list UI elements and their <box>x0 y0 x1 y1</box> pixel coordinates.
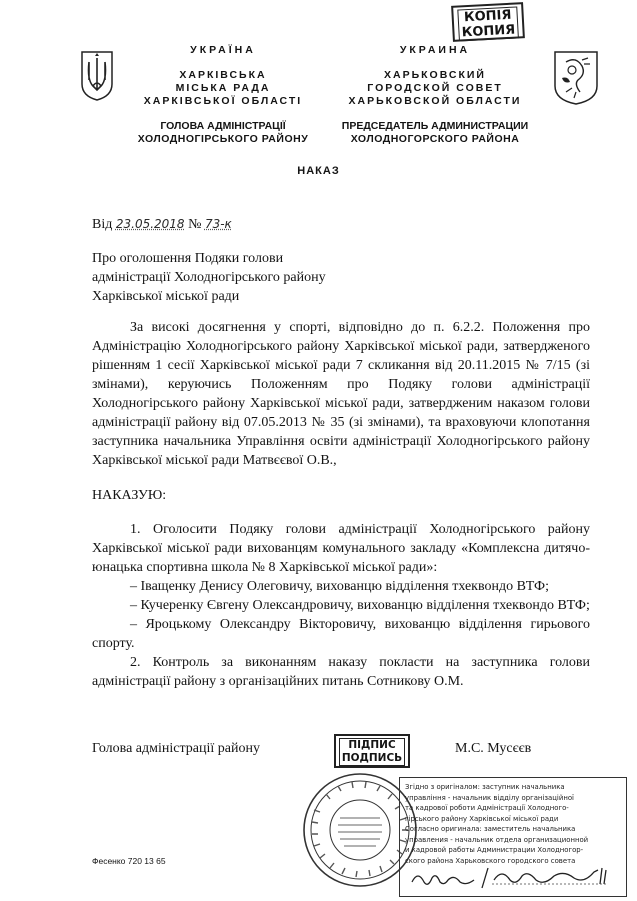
preamble-paragraph: За високі досягнення у спорті, відповідно до п. 6.2.2. Положення про Адміністрацію Холодногірського району Харківської міської ради, затвердженого рішенням 1 сесії Харківської міської ради 7 скликання від 20.11.2015 № 7/15 (зі змінами), керуючись Положенням про Подяку голови адміністрації Холодногірського району Харківської міської ради, затвердженим наказом голови адміністрації району від 07.05.2013 № 35 (зі змінами), та враховуючи клопотання заступника начальника Управління освіти адміністрації Холодногірського району Харківської міської ради Матвєєвої О.В., <box>92 320 590 468</box>
kharkiv-coat-of-arms-icon <box>552 48 600 106</box>
subject-line-2: адміністрації Холодногірського району <box>92 270 326 285</box>
header-left-org-line-1: ХАРКІВСЬКА <box>179 69 267 81</box>
document-title: НАКАЗ <box>297 165 340 177</box>
subject-line-1: Про оголошення Подяки голови <box>92 251 284 266</box>
signatory-position: Голова адміністрації району <box>92 741 260 756</box>
awardee-item-2: – Кучеренку Євгену Олександровичу, вихованцю відділення тхеквондо ВТФ; <box>130 598 590 613</box>
header-right-country: УКРАИНА <box>399 44 471 56</box>
header-right-russian <box>330 44 540 146</box>
header-right-org-line-3: ХАРЬКОВСКОЙ ОБЛАСТИ <box>348 95 522 107</box>
cert-line-8: ского района Харьковского городского совета <box>405 856 576 865</box>
header-right-admin-line-1: ПРЕДСЕДАТЕЛЬ АДМИНИСТРАЦИИ <box>341 120 529 132</box>
date-number-line <box>92 217 232 233</box>
cert-line-5: Согласно оригинала: заместитель начальника <box>405 825 576 833</box>
handwritten-signatures-icon <box>408 864 618 890</box>
copy-stamp-line-1: КОПІЯ <box>463 7 512 26</box>
cert-line-2: управління - начальник відділу організаційної <box>405 793 574 802</box>
header-right-org-line-2: ГОРОДСКОЙ СОВЕТ <box>367 82 503 94</box>
header-left-org-line-2: МІСЬКА РАДА <box>175 82 271 94</box>
header-left-org-line-3: ХАРКІВСЬКОЇ ОБЛАСТІ <box>143 95 303 107</box>
order-item-1: 1. Оголосити Подяку голови адміністрації Холодногірського району Харківської міської ради вихованцям комунального закладу «Комплексна дитячо-юнацька спортивна школа № 8 Харківської міської ради»: <box>92 522 590 575</box>
order-items <box>92 520 590 691</box>
cert-line-3: та кадрової роботи Адміністрації Холодного- <box>405 804 569 812</box>
subject-line-3: Харківської міської ради <box>92 289 240 304</box>
signature-stamp-line-1: ПІДПИС <box>348 739 396 751</box>
header-left-admin-line-2: ХОЛОДНОГІРСЬКОГО РАЙОНУ <box>137 133 309 145</box>
executor-footer: Фесенко 720 13 65 <box>92 856 166 866</box>
cert-line-4: гірського району Харківської міської ради <box>405 814 559 823</box>
signatory-name: М.С. Мусєєв <box>455 741 532 756</box>
signature-stamp <box>334 734 410 768</box>
certified-copy-box <box>399 777 627 897</box>
copy-stamp <box>451 2 525 42</box>
cert-line-7: и кадровой работы Администрации Холодногор- <box>405 846 584 854</box>
awardee-item-3: – Яроцькому Олександру Вікторовичу, вихованцю відділення гирьового спорту. <box>92 617 590 651</box>
handwritten-date: 23.05.2018 <box>115 217 185 231</box>
header-right-org-line-1: ХАРЬКОВСКИЙ <box>384 69 486 81</box>
header-left-admin-line-1: ГОЛОВА АДМІНІСТРАЦІЇ <box>160 120 286 132</box>
header-left-ukrainian <box>128 44 318 146</box>
number-prefix: № <box>188 217 202 232</box>
orders-heading: НАКАЗУЮ: <box>92 488 167 503</box>
handwritten-number: 73-к <box>204 217 232 231</box>
preamble <box>92 318 590 470</box>
order-item-2: 2. Контроль за виконанням наказу покласти на заступника голови адміністрації району з організаційних питань Сотникову О.М. <box>92 655 590 689</box>
date-prefix: Від <box>92 217 113 232</box>
cert-line-1: Згідно з оригіналом: заступник начальника <box>405 783 565 791</box>
awardee-item-1: – Іващенку Денису Олеговичу, вихованцю відділення тхеквондо ВТФ; <box>130 579 549 594</box>
copy-stamp-line-2: КОПИЯ <box>461 22 516 41</box>
signature-stamp-line-2: ПОДПИСЬ <box>341 752 403 764</box>
order-subject <box>92 249 326 306</box>
header-left-country: УКРАЇНА <box>190 44 256 56</box>
cert-line-6: управления - начальник отдела организационной <box>405 835 589 844</box>
ukraine-trident-emblem-icon <box>80 50 114 102</box>
header-right-admin-line-2: ХОЛОДНОГОРСКОГО РАЙОНА <box>350 133 520 145</box>
